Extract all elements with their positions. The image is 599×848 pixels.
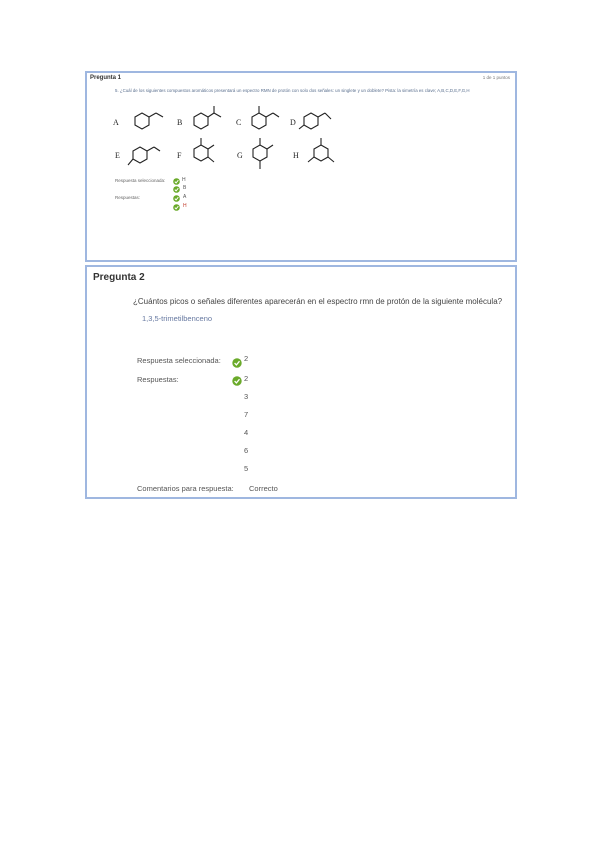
answer-option: 5	[244, 464, 249, 473]
selected-answer-value: 2	[244, 354, 249, 363]
question-1-selected-label: Respuesta seleccionada:	[115, 178, 166, 183]
option-e-label: E	[115, 151, 120, 160]
option-f-label: F	[177, 151, 182, 160]
option-a-label: A	[113, 118, 119, 127]
selected-answer-label: Respuesta seleccionada:	[137, 356, 221, 365]
question-1-text: 5. ¿Cuál de los siguientes compuestos aromáticos presentará un espectro RMN de protón con solo dos señales: un singlete y un doblete? Pista: la simetría es clave; A,B,C,D,E,F,G,H	[115, 88, 470, 93]
question-2-text: ¿Cuántos picos o señales diferentes aparecerán en el espectro rmn de protón de la siguiente molécula?	[133, 297, 503, 306]
molecule-b-image	[188, 105, 228, 135]
question-1-points: 1 de 1 puntos	[482, 75, 510, 80]
comment-value: Correcto	[249, 484, 278, 493]
answer-option: 2	[244, 374, 249, 383]
question-2-card	[85, 265, 517, 499]
question-1-title: Pregunta 1	[90, 75, 122, 81]
check-icon	[173, 186, 180, 193]
answer-option: 7	[244, 410, 249, 419]
molecule-c-image	[246, 105, 286, 137]
question-1-answer: A	[183, 194, 187, 200]
check-icon	[173, 195, 180, 202]
question-1-answer: B	[183, 185, 187, 191]
answer-option: 3	[244, 392, 249, 401]
option-c-label: C	[236, 118, 242, 127]
molecule-d-image	[298, 109, 338, 135]
question-1-answer: H	[183, 203, 187, 209]
option-h-label: H	[293, 151, 299, 160]
check-icon	[232, 376, 242, 386]
molecule-g-image	[247, 137, 283, 177]
check-icon	[173, 178, 180, 185]
option-g-label: G	[237, 151, 243, 160]
molecule-h-image	[302, 137, 344, 171]
check-icon	[173, 204, 180, 211]
check-icon	[232, 358, 242, 368]
molecule-a-image	[125, 109, 170, 135]
comment-label: Comentarios para respuesta:	[137, 484, 234, 493]
question-1-answers-label: Respuestas:	[115, 195, 141, 200]
molecule-e-image	[125, 141, 167, 169]
option-b-label: B	[177, 118, 183, 127]
option-d-label: D	[290, 118, 296, 127]
question-2-molecule-name: 1,3,5-trimetilbenceno	[142, 314, 213, 323]
answer-option: 6	[244, 446, 249, 455]
question-1-selected-value: H	[182, 177, 186, 183]
question-2-title: Pregunta 2	[93, 272, 145, 283]
molecule-f-image	[188, 137, 228, 169]
answers-label: Respuestas:	[137, 375, 179, 384]
answer-option: 4	[244, 428, 249, 437]
question-1-card	[85, 71, 517, 262]
